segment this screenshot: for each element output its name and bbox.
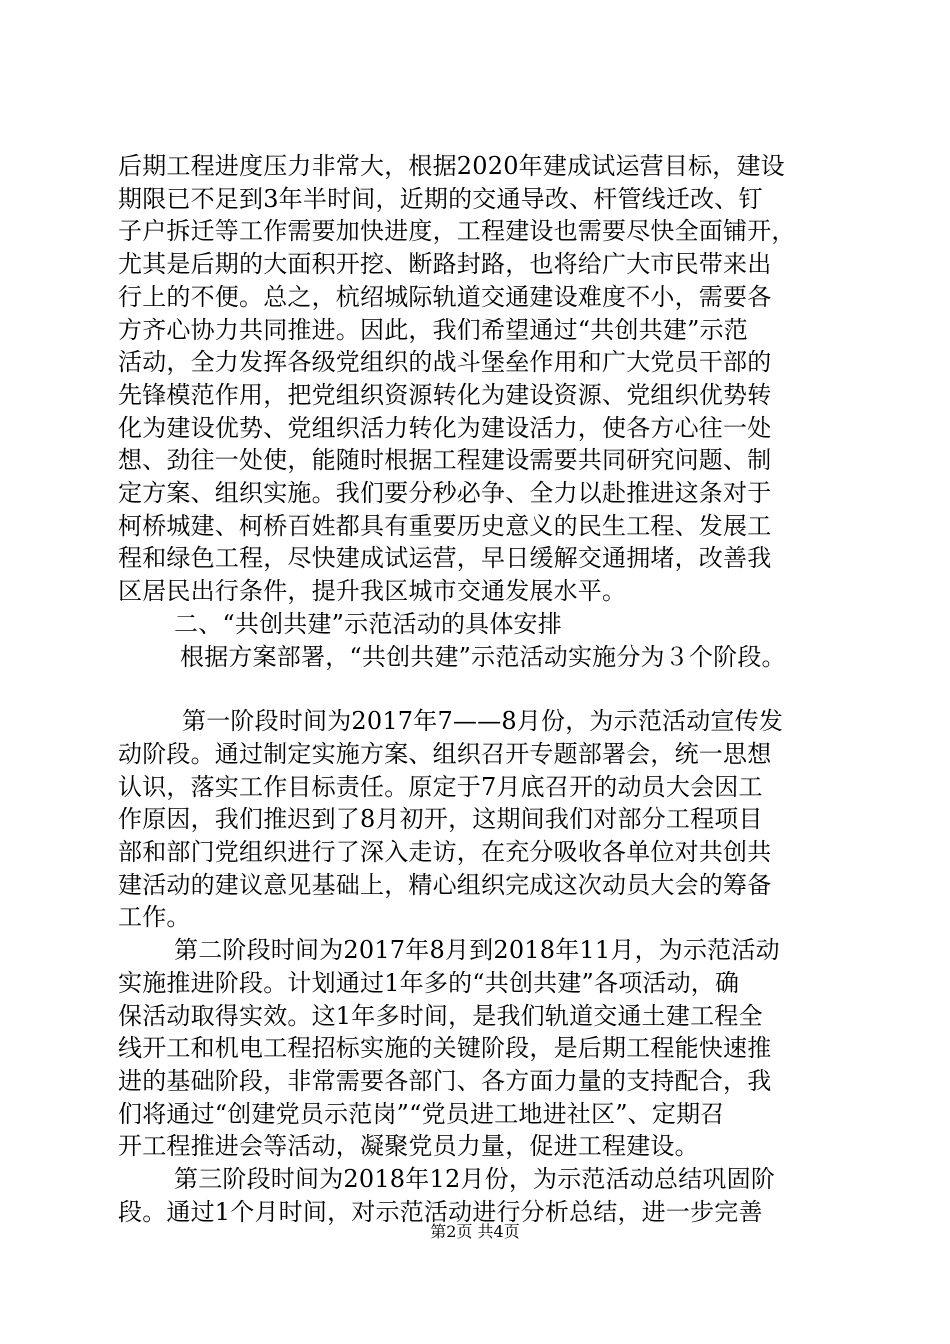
text-line: 工作。 xyxy=(118,903,191,932)
text-line: 线开工和机电工程招标实施的关键阶段，是后期工程能快速推 xyxy=(118,1034,772,1063)
text-line: 活动，全力发挥各级党组织的战斗堡垒作用和广大党员干部的 xyxy=(118,348,772,377)
paragraph-stage-three xyxy=(118,1163,838,1228)
paragraph-stage-two xyxy=(118,934,838,1163)
text-line: 第三阶段时间为2018年12月份，为示范活动总结巩固阶 xyxy=(174,1165,776,1194)
text-line: 进的基础阶段，非常需要各部门、各方面力量的支持配合，我 xyxy=(118,1066,772,1095)
text-line: 动阶段。通过制定实施方案、组织召开专题部署会，统一思想 xyxy=(118,739,772,768)
text-line: 建活动的建议意见基础上，精心组织完成这次动员大会的筹备 xyxy=(118,870,772,899)
section-heading: 二、“共创共建”示范活动的具体安排 xyxy=(174,609,562,638)
paragraph-gap xyxy=(118,673,838,705)
text-line: 定方案、组织实施。我们要分秒必争、全力以赴推进这条对于 xyxy=(118,479,772,508)
text-line: 化为建设优势、党组织活力转化为建设活力，使各方心往一处 xyxy=(118,413,772,442)
text-line: 第二阶段时间为2017年8月到2018年11月，为示范活动 xyxy=(174,936,780,965)
text-line: 认识，落实工作目标责任。原定于7月底召开的动员大会因工 xyxy=(118,772,763,801)
text-line: 期限已不足到3年半时间，近期的交通导改、杆管线迁改、钉 xyxy=(118,184,763,213)
text-line: 部和部门党组织进行了深入走访，在充分吸收各单位对共创共 xyxy=(118,838,772,867)
document-body xyxy=(118,150,838,1229)
text-line: 区居民出行条件，提升我区城市交通发展水平。 xyxy=(118,577,627,606)
text-line: 开工程推进会等活动，凝聚党员力量，促进工程建设。 xyxy=(118,1132,699,1161)
text-line: 保活动取得实效。这1年多时间，是我们轨道交通土建工程全 xyxy=(118,1001,763,1030)
intro-paragraph: 根据方案部署，“共创共建”示范活动实施分为３个阶段。 xyxy=(180,642,786,671)
text-line: 先锋模范作用，把党组织资源转化为建设资源、党组织优势转 xyxy=(118,380,772,409)
text-line: 尤其是后期的大面积开挖、断路封路，也将给广大市民带来出 xyxy=(118,250,772,279)
text-line: 实施推进阶段。计划通过1年多的“共创共建”各项活动，确 xyxy=(118,968,740,997)
text-line: 行上的不便。总之，杭绍城际轨道交通建设难度不小，需要各 xyxy=(118,282,772,311)
paragraph-stage-one xyxy=(118,705,838,934)
page-footer: 第2页 共4页 xyxy=(430,1222,520,1241)
text-line: 们将通过“创建党员示范岗”“党员进工地进社区”、定期召 xyxy=(118,1099,725,1128)
text-line: 方齐心协力共同推进。因此，我们希望通过“共创共建”示范 xyxy=(118,315,748,344)
text-line: 段。通过1个月时间，对示范活动进行分析总结，进一步完善 xyxy=(118,1197,763,1226)
text-line: 柯桥城建、柯桥百姓都具有重要历史意义的民生工程、发展工 xyxy=(118,511,772,540)
text-line: 作原因，我们推迟到了8月初开，这期间我们对部分工程项目 xyxy=(118,805,763,834)
text-line: 想、劲往一处使，能随时根据工程建设需要共同研究问题、制 xyxy=(118,446,772,475)
text-line: 子户拆迁等工作需要加快进度，工程建设也需要尽快全面铺开， xyxy=(118,217,796,246)
text-line: 第一阶段时间为2017年7——8月份，为示范活动宣传发 xyxy=(182,707,784,736)
paragraph-project-difficulty xyxy=(118,150,838,608)
text-line: 程和绿色工程，尽快建成试运营，早日缓解交通拥堵，改善我 xyxy=(118,544,772,573)
text-line: 后期工程进度压力非常大，根据2020年建成试运营目标，建设 xyxy=(118,152,785,180)
